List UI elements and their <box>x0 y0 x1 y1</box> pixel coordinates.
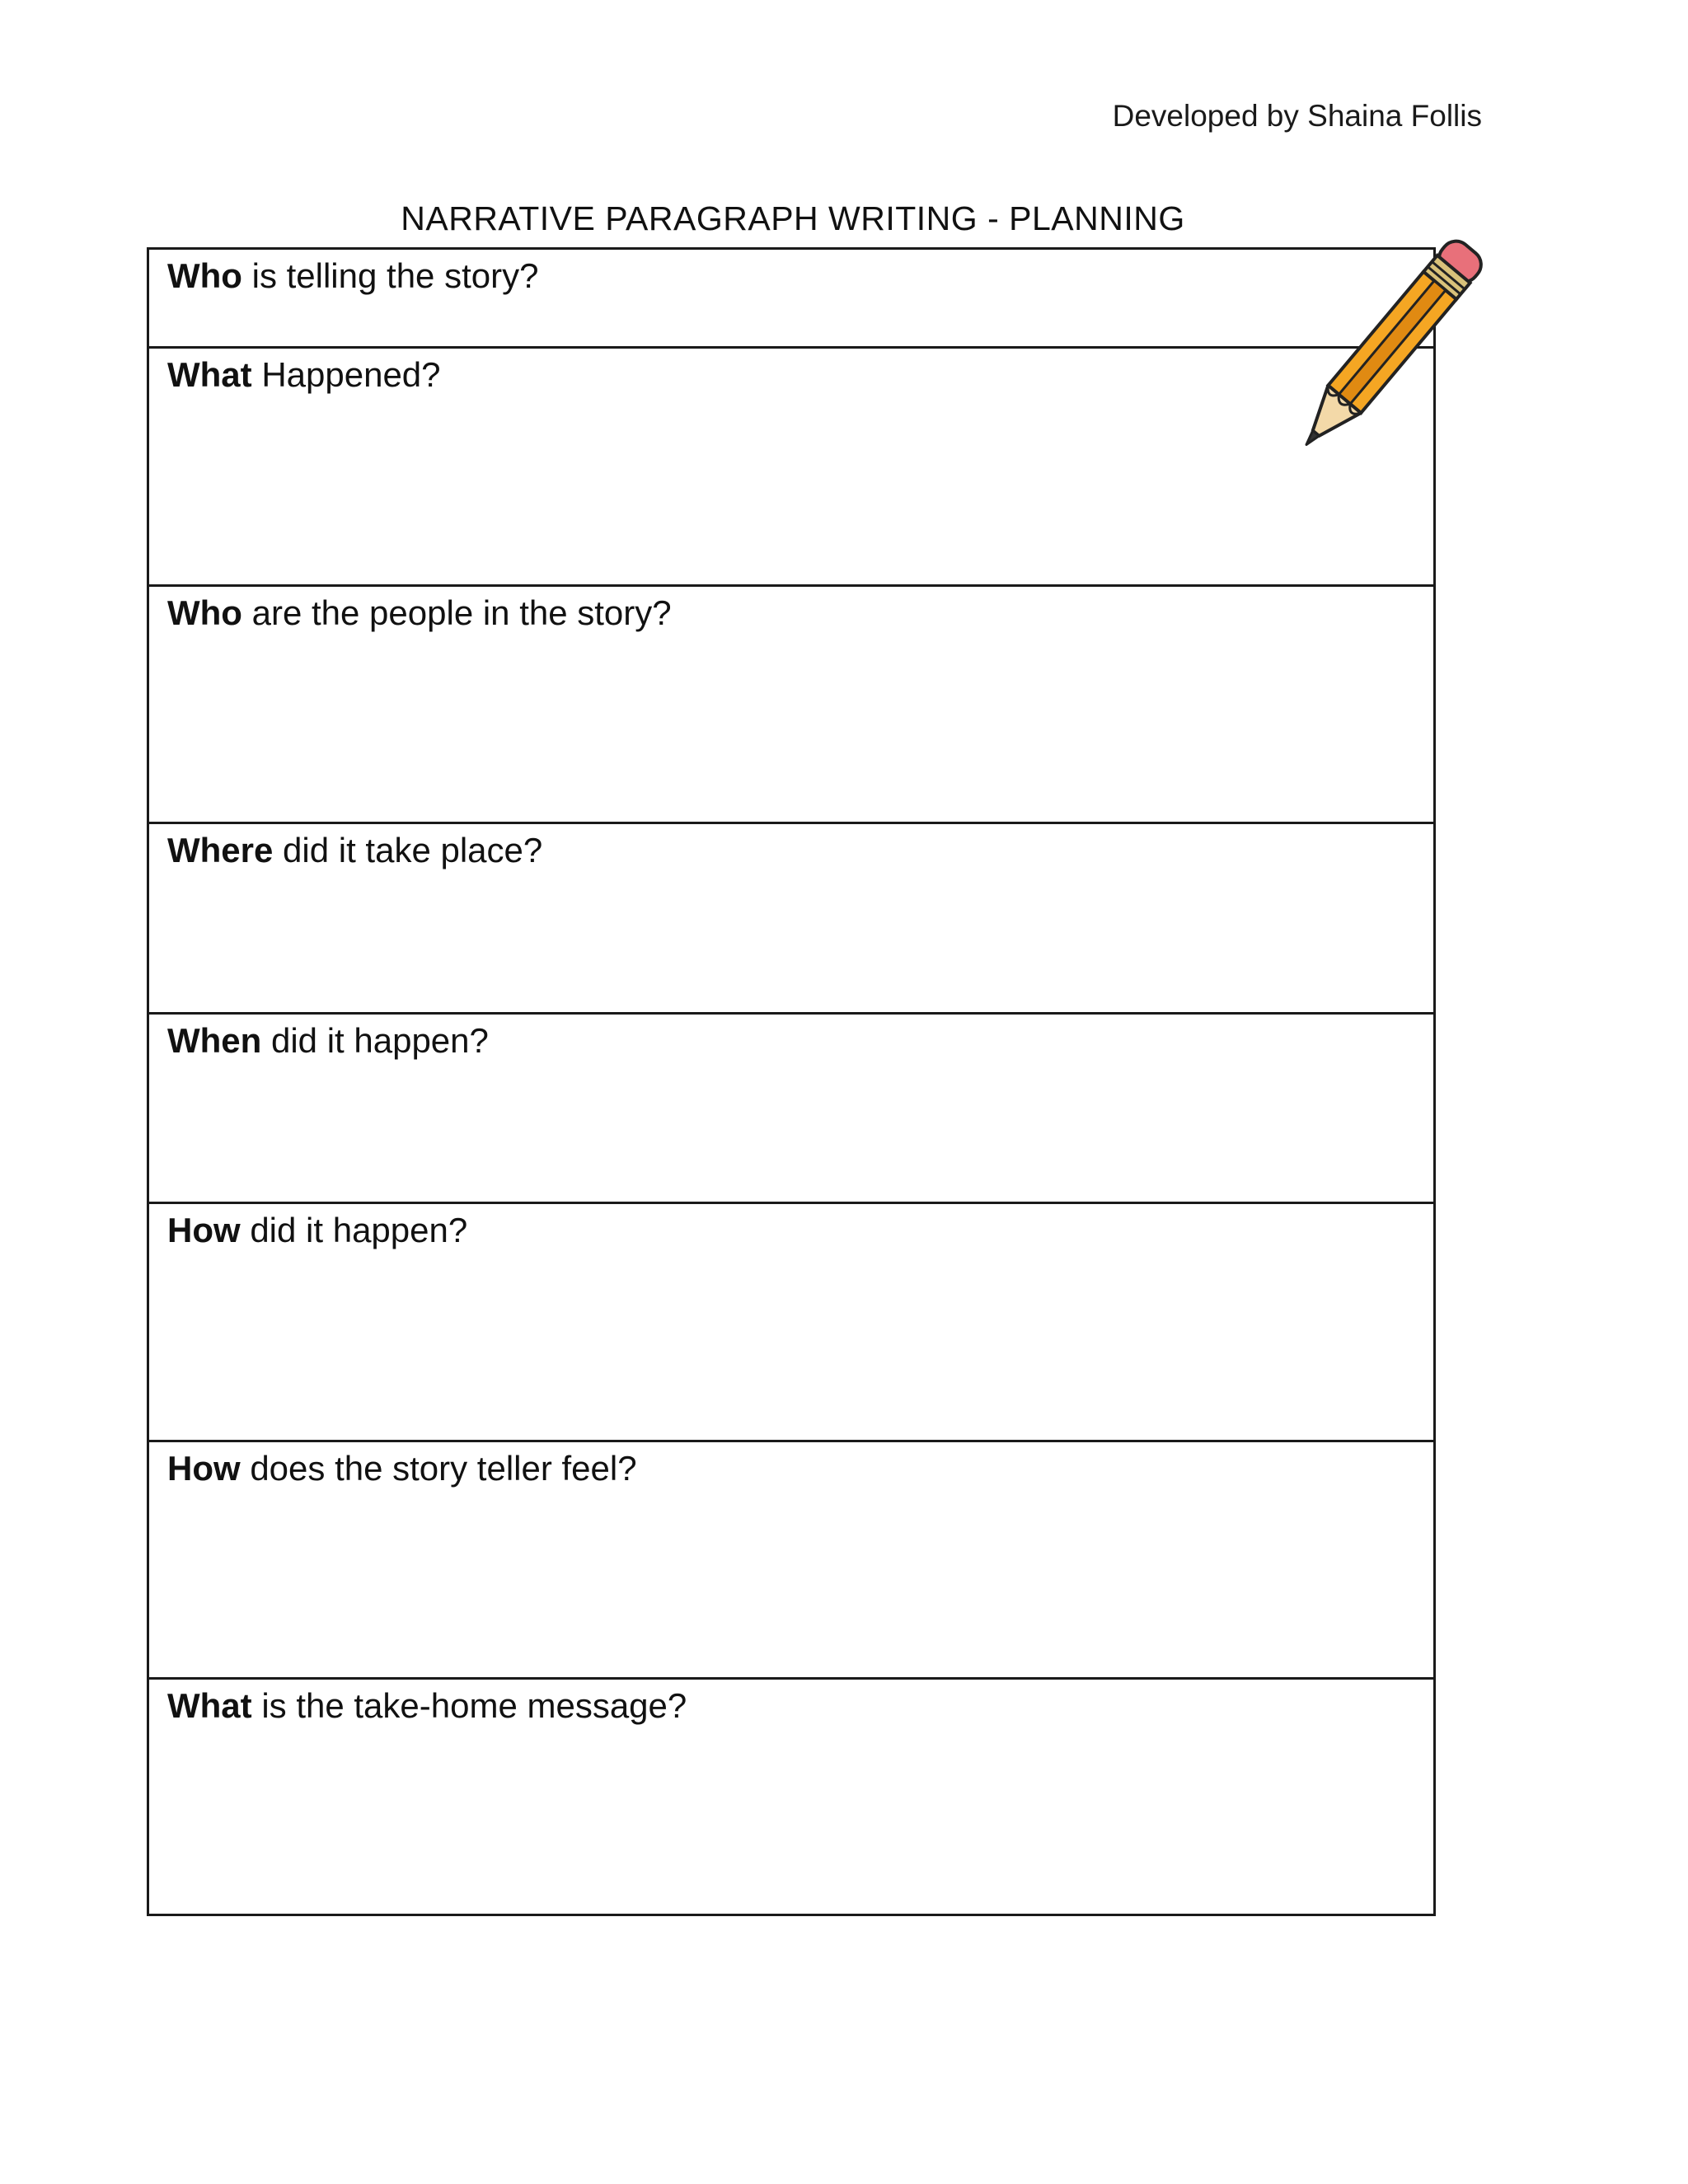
row-keyword: What <box>167 355 252 394</box>
row-keyword: When <box>167 1021 262 1060</box>
page-title: NARRATIVE PARAGRAPH WRITING - PLANNING <box>401 199 1185 237</box>
planning-table <box>147 247 1436 1916</box>
planning-row-narrator[interactable] <box>149 250 1433 346</box>
planning-row-where[interactable] <box>149 822 1433 1012</box>
row-keyword: What <box>167 1686 252 1725</box>
planning-row-feelings[interactable] <box>149 1440 1433 1677</box>
row-keyword: Where <box>167 831 274 869</box>
row-keyword: How <box>167 1449 241 1488</box>
row-question: is the take-home message? <box>251 1686 687 1725</box>
row-question: did it take place? <box>273 831 543 869</box>
author-credit: Developed by Shaina Follis <box>1112 99 1482 133</box>
row-question: did it happen? <box>261 1021 489 1060</box>
row-question: Happened? <box>251 355 441 394</box>
row-question: does the story teller feel? <box>240 1449 637 1488</box>
row-question: is telling the story? <box>241 256 539 295</box>
planning-row-message[interactable] <box>149 1677 1433 1914</box>
pencil-icon <box>1286 235 1500 482</box>
planning-row-what-happened[interactable] <box>149 346 1433 584</box>
planning-row-when[interactable] <box>149 1012 1433 1202</box>
planning-row-how-happened[interactable] <box>149 1202 1433 1440</box>
row-question: did it happen? <box>240 1211 468 1249</box>
row-keyword: How <box>167 1211 241 1249</box>
row-keyword: Who <box>167 256 242 295</box>
row-question: are the people in the story? <box>241 593 672 632</box>
planning-row-people[interactable] <box>149 584 1433 822</box>
row-keyword: Who <box>167 593 242 632</box>
